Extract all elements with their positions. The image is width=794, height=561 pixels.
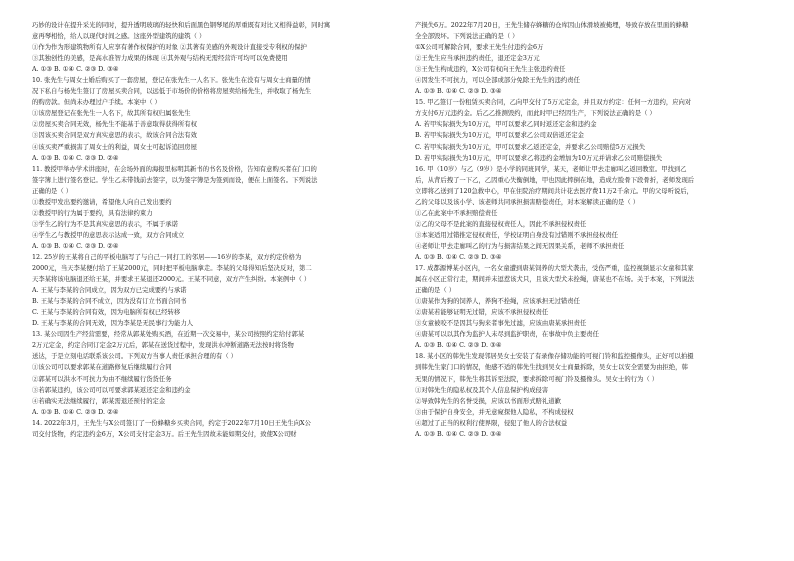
- left-line: 的购房款。但尚未办理过户手续。本案中（ ）: [32, 99, 161, 107]
- right-line: ③王先生构成违约，X公司有权向王先生主张违约责任: [415, 66, 566, 74]
- left-line: A. 王某与李某的合同成立，因为双方已完成要约与承诺: [32, 287, 187, 295]
- right-line: B. 若甲实际损失为10万元，甲可以要求乙公司双倍返还定金: [415, 132, 585, 140]
- right-line: 产损失6万。2022年7月20日，王先生储存蜂糖的仓库因山体滑坡被掩埋，导致存放在里面的蜂糖: [415, 22, 689, 29]
- left-line: 意再琴相恰，给人以现代时间之感。这座外型建筑的建筑（ ）: [32, 33, 206, 41]
- right-line: ①对韩先生的隐私权及其个人信息保护构成侵害: [415, 386, 549, 394]
- left-line: 13. 某公司因生产经营需要，经常从郭某处购买酒，在近期一次交易中，某公司按照约定给付郭某: [32, 331, 305, 339]
- left-line: A. ①③ B. ①④ C. ②③ D. ②④: [32, 242, 119, 250]
- left-line: ①该房屋登记在张先生一人名下，故其所有权归属张先生: [32, 110, 191, 118]
- left-line: ②郭某可以洪水不可抗力为由不继续履行货货任务: [32, 375, 172, 383]
- left-line: ④学生乙与教授甲的意思表示达成一致，双方合同成立: [32, 231, 185, 239]
- right-line: 无果的情况下，韩先生将其诉至法院，要求拆除可视门铃及摄像头。吴女士的行为（ ）: [415, 375, 659, 383]
- right-line: ①唐某作为狗的饲养人，养狗不拴绳，应该承担无过错责任: [415, 298, 580, 306]
- right-column: [415, 20, 772, 549]
- left-line: A. ①③ B. ①④ C. ②③ D. ③④: [32, 66, 119, 74]
- right-line: ①乙在此案中不承担赔偿责任: [415, 209, 498, 217]
- left-line: 天李某将该电脑退还给王某，并要求王某退还2000元。王某不同意，双方产生纠纷。本案例中（ ）: [32, 276, 311, 284]
- left-line: ②房屋买卖合同无效，杨先生不能基于善意取得获得所有权: [32, 121, 197, 129]
- right-line: A. ①③ B. ①④ C. ②③ D. ③④: [415, 253, 502, 261]
- right-line: 全全部毁坏。下列说法正确的是（ ）: [415, 33, 519, 41]
- right-line: ②唐某若能够证明无过错，应该不承担侵权责任: [415, 309, 549, 317]
- right-line: A. ①③ B. ①④ C. ②③ D. ③④: [415, 342, 502, 350]
- left-line: 况下私自与杨先生签订了房屋买卖合同，以远低于市场价的价格将房屋卖给杨先生，并收取了杨先生: [32, 88, 312, 96]
- left-line: C. 王某与李某的合同有效，因为电脑所有权已经转移: [32, 309, 181, 317]
- left-line: ③若郭某违约，该公司可以可要求郭某返还定金和违约金: [32, 386, 191, 394]
- left-line: 12. 25岁的王某将自己的平板电脑写了与自己一同打工的邻居——16岁的李某，双方约定价格为: [32, 253, 302, 261]
- left-column: [32, 20, 389, 549]
- right-line: A. ①③ B. ①④ C. ②③ D. ③④: [415, 88, 502, 96]
- left-line: ④该买卖严重损害了周女士的利益，周女士可起诉追回房屋: [32, 143, 197, 151]
- right-line: 16. 甲（10岁）与乙（9岁）是小学的同班同学，某天，老师让甲去走廊叫乙返回教室。甲找到乙: [415, 165, 687, 173]
- right-line: 立即将乙送到了120急救中心，甲在住院治疗期间共计花去医疗费11万2千余元。甲的父母听说后，: [415, 187, 693, 195]
- left-line: ③其独创性的美感，是高水准智力成果的体现 ④其外观与结构无需经营许可均可以免费使用: [32, 55, 288, 63]
- left-line: ①该公司可以要求郭某在道路修复后继续履行合同: [32, 364, 172, 372]
- right-line: ②王先生应当承担违约责任，退还定金3万元: [415, 55, 540, 63]
- right-line: ③女童被咬不是因其与狗来者事先过滤，应该由唐某承担责任: [415, 320, 587, 328]
- right-line: 17. 成都源博某小区内，一名女童遭到唐某饲养的大型犬袭击，受伤严重，监控视频显示女童和其家: [415, 265, 694, 273]
- left-line: 10. 张先生与周女士婚后购买了一套房屋，登记在张先生一人名下。张先生在没有与周女士商量的情: [32, 77, 311, 85]
- right-line: 乙的父母以及该小学、该老师共同承担损害赔偿责任，对本案解读正确的是（ ）: [415, 198, 640, 206]
- right-line: D. 若甲实际损失为10万元，甲可以要求乙将违约金增加为10万元并请求乙公司赔偿损失: [415, 154, 663, 162]
- left-line: A. ①③ B. ①④ C. ②③ D. ②④: [32, 408, 119, 416]
- left-line: 巧妙的设计在提升采光的同时，提升透明玻璃的轻快和后面黑色钢琴尾的厚重既有对比又相得益彰，同时寓: [32, 22, 331, 29]
- right-line: ③由于保护自身安全，并无意窥探他人隐私，不构成侵权: [415, 408, 574, 416]
- left-line: 2万元定金，约定合同订定金2万元后，郭某在送货过程中，发现洪水冲断道路无法按时将货物: [32, 342, 294, 350]
- right-line: 18. 某小区的韩先生发现邻居吴女士安装了有录像存储功能的可视门铃和监控摄像头，正好可以拍摄: [415, 353, 694, 361]
- right-line: 属在小区正常行走，期间并未逗惹该犬只，且该大型犬未拴绳，唐某也不在场。关于本案，下列说法: [415, 276, 695, 284]
- right-line: 后，从背后拽了一下乙，乙因重心失衡倒地，甲也因此摔倒在地，造成左脸骨下段骨折，老师发现后: [415, 176, 695, 184]
- right-line: ②导致韩先生的名誉受损，应该以书面形式赔礼道歉: [415, 397, 561, 405]
- right-line: ③本案适用过错推定侵权责任，学校证明自身没有过错则不承担侵权责任: [415, 231, 619, 239]
- left-line: B. 王某与李某的合同不成立，因为没有订立书面合同书: [32, 298, 187, 306]
- right-line: ①X公司可解除合同，要求王先生付违约金6万: [415, 44, 544, 52]
- left-line: ②教授甲的行为属于要约，具有法律约束力: [32, 209, 153, 217]
- right-line: 15. 甲乙签订一份租赁买卖合同，乙向甲交付了5万元定金，并且双方约定：任何一方违约，应向对: [415, 99, 692, 107]
- right-line: ④老师让甲去走廊叫乙的行为与损害结果之间无因果关系，老师不承担责任: [415, 242, 625, 250]
- left-line: ①作为作为形建筑物所有人应享有著作权保护的对象 ②其著有美感的外观设计直接受专利权的保护: [32, 44, 307, 52]
- right-line: 方支付6万元违约金。后乙乙推测毁约，而此时甲已经因生产，下列说法正确的是（ ）: [415, 110, 656, 118]
- left-line: 正确的是（ ）: [32, 187, 73, 195]
- right-line: C. 若甲实际损失为10万元，甲可以要求乙返还定金，并要求乙公司赔偿5万元损失: [415, 143, 646, 151]
- right-line: ④超过了正当的权利行使界限，侵犯了他人的合法权益: [415, 419, 568, 427]
- left-line: 14. 2022年3月，王先生与X公司签订了一份蜂糖乡买卖合同，约定于2022年7月10日王先生向X公: [32, 419, 311, 427]
- right-line: A. ①③ B. ①④ C. ②③ D. ③④: [415, 430, 502, 438]
- right-line: A. 若甲实际损失为10万元，甲可以要求乙同时返还定金和违约金: [415, 121, 597, 129]
- right-line: ④因发生不可抗力，可以全部或部分免除王先生的违约责任: [415, 77, 580, 85]
- left-line: ①教授甲发出要约邀请，希望他人向自己发出要约: [32, 198, 172, 206]
- left-line: D. 王某与李某的合同无效，因为李某是无民事行为能力人: [32, 320, 194, 328]
- left-line: 签字簿上进行签名登记。学生乙未带钱前去签字，以为签字簿是为签到而设，便在上面签名。下列说法: [32, 176, 318, 184]
- left-line: ③因该买卖合同是双方真实意思的表示，故该合同合法有效: [32, 132, 197, 140]
- right-line: 到韩先生家门口的情况，他感不适的韩先生找到吴女士商量拆除，吴女士以安全需要为由拒绝，韩: [415, 364, 688, 372]
- left-line: ③学生乙的行为不是其真实意思的表示，不属于承诺: [32, 220, 178, 228]
- left-line: 11. 教授甲举办学术讲座时，在会场外面的海报里标明其新书的书名及价格，告知有意购买者在门口的: [32, 165, 317, 173]
- left-line: ④若确实无法继续履行，郭某需退还预付的定金: [32, 397, 166, 405]
- left-line: 送达，于是立刻电话联系该公司。下列双方当事人责任承担合理的有（ ）: [32, 353, 238, 361]
- left-line: 司交付货物，约定违约金6万，X公司支付定金3万。后王先生因故未能如期交付，致使X公司财: [32, 430, 297, 438]
- left-line: 2000元，当天李某便付给了王某2000元，同时把平板电脑拿走。李某的父母得知后坚决反对，第二: [32, 265, 312, 273]
- right-line: ②乙的父母不是此案的直接侵权责任人，因此不承担侵权责任: [415, 220, 587, 228]
- right-line: ④唐某可以以其作为监护人未尽到监护职责，在事故中负主要责任: [415, 331, 599, 339]
- left-line: A. ①③ B. ①④ C. ②③ D. ②④: [32, 154, 119, 162]
- right-line: 正确的是（ ）: [415, 287, 456, 295]
